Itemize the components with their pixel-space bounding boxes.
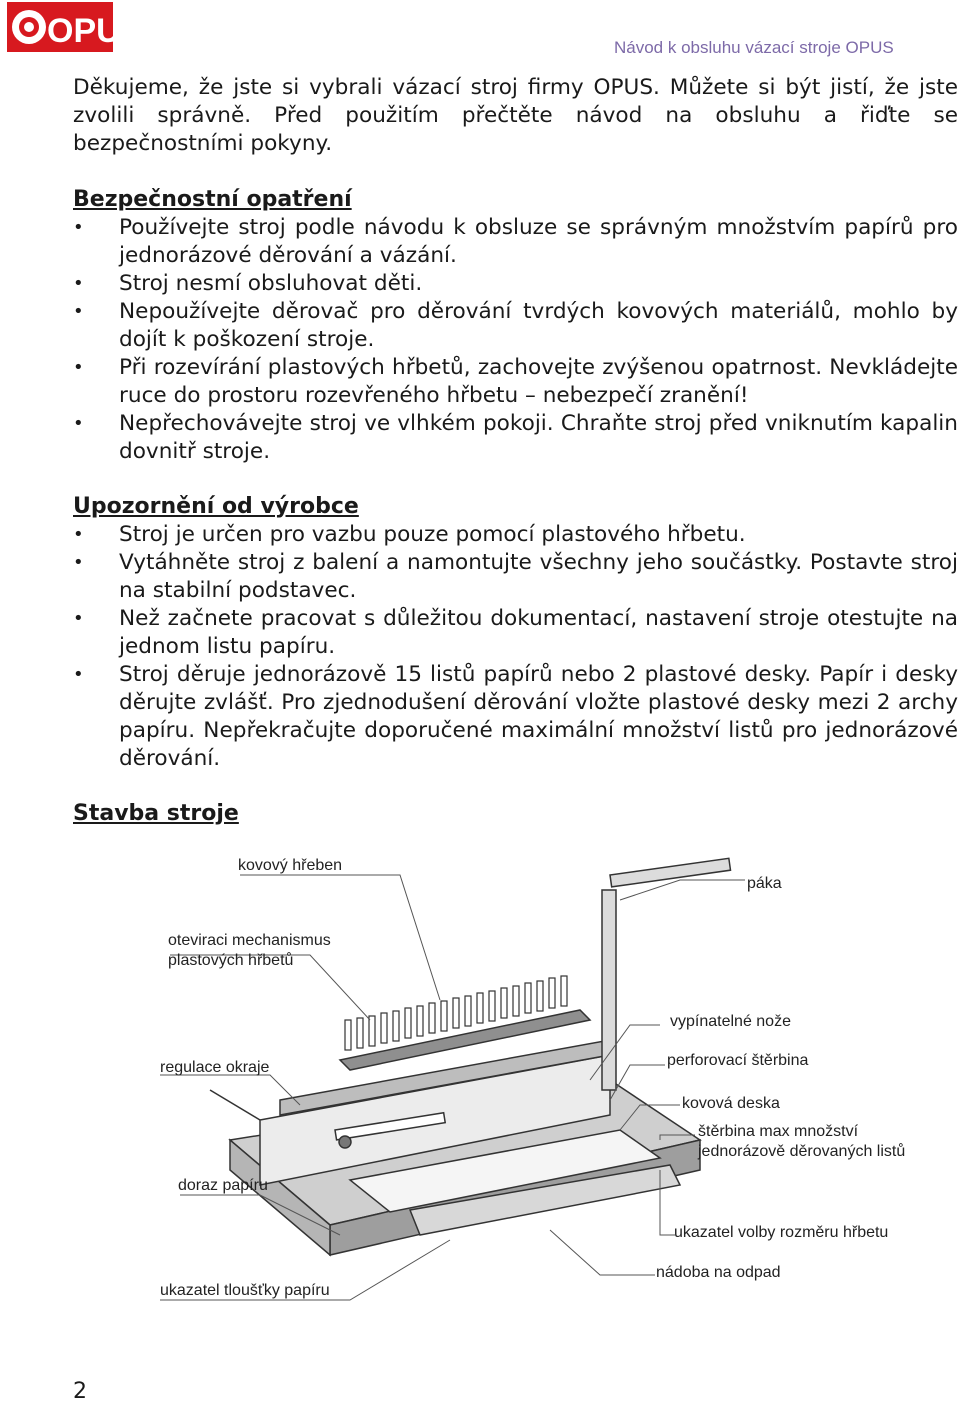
label-opening-1: oteviraci mechanismus [168, 932, 331, 949]
label-opening-2: plastových hřbetů [168, 952, 294, 969]
intro-paragraph: Děkujeme, že jste si vybrali vázací stroj firmy OPUS. Můžete si být jistí, že jste zvolili správně. Před použitím přečtěte návod na obsluhu a řiďte se bezpečnostními pokyny. [73, 75, 958, 156]
label-slot-1: štěrbina max množství [698, 1123, 859, 1140]
manufacturer-list [73, 521, 958, 773]
list-item: • Než začnete pracovat s důležitou dokumentací, nastavení stroje otestujte na jednom listu papíru. [73, 605, 958, 661]
label-waste: nádoba na odpad [656, 1264, 781, 1281]
label-metal-plate: kovová deska [682, 1095, 780, 1112]
label-paper-stop: doraz papíru [178, 1177, 268, 1194]
list-item: • Při rozevírání plastových hřbetů, zachovejte zvýšenou opatrnost. Nevkládejte ruce do prostoru rozevřeného hřbetu – nebezpečí zranění! [73, 354, 958, 410]
binding-machine-diagram [140, 840, 940, 1320]
label-slot-2: jednorázově děrovaných listů [698, 1143, 906, 1160]
machine-illustration [210, 858, 731, 1255]
list-item: • Nepoužívejte děrovač pro děrování tvrdých kovových materiálů, mohlo by dojít k poškození stroje. [73, 298, 958, 354]
list-item: • Nepřechovávejte stroj ve vlhkém pokoji. Chraňte stroj před vniknutím kapalin dovnitř stroje. [73, 410, 958, 466]
construction-heading: Stavba stroje [73, 801, 239, 826]
list-item: • Používejte stroj podle návodu k obsluze se správným množstvím papírů pro jednorázové děrování a vázání. [73, 214, 958, 270]
opus-logo [7, 2, 144, 52]
list-item: • Vytáhněte stroj z balení a namontujte všechny jeho součástky. Postavte stroj na stabilní podstavec. [73, 549, 958, 605]
manufacturer-heading: Upozornění od výrobce [73, 494, 359, 519]
label-margin: regulace okraje [160, 1059, 270, 1076]
label-knives: vypínatelné nože [670, 1013, 791, 1030]
label-thickness: ukazatel tloušťky papíru [160, 1282, 330, 1299]
safety-list [73, 214, 958, 466]
list-item: • Stroj je určen pro vazbu pouze pomocí plastového hřbetu. [73, 521, 958, 549]
label-perforation: perforovací štěrbina [667, 1052, 809, 1069]
label-lever: páka [747, 875, 782, 892]
label-comb: kovový hřeben [238, 857, 343, 874]
list-item: • Stroj nesmí obsluhovat děti. [73, 270, 958, 298]
logo-text: OPUS [47, 12, 144, 50]
list-item: • Stroj děruje jednorázově 15 listů papírů nebo 2 plastové desky. Papír i desky děrujte zvlášť. Pro zjednodušení děrování vložte plastové desky mezi 2 archy papíru. Nepřekračujte doporučené maximální množství listů pro jednorázové děrování. [73, 661, 958, 773]
header-title: Návod k obsluhu vázací stroje OPUS [614, 38, 894, 57]
safety-heading: Bezpečnostní opatření [73, 187, 352, 212]
page-number: 2 [73, 1379, 87, 1404]
label-spine-size: ukazatel volby rozměru hřbetu [674, 1224, 889, 1241]
